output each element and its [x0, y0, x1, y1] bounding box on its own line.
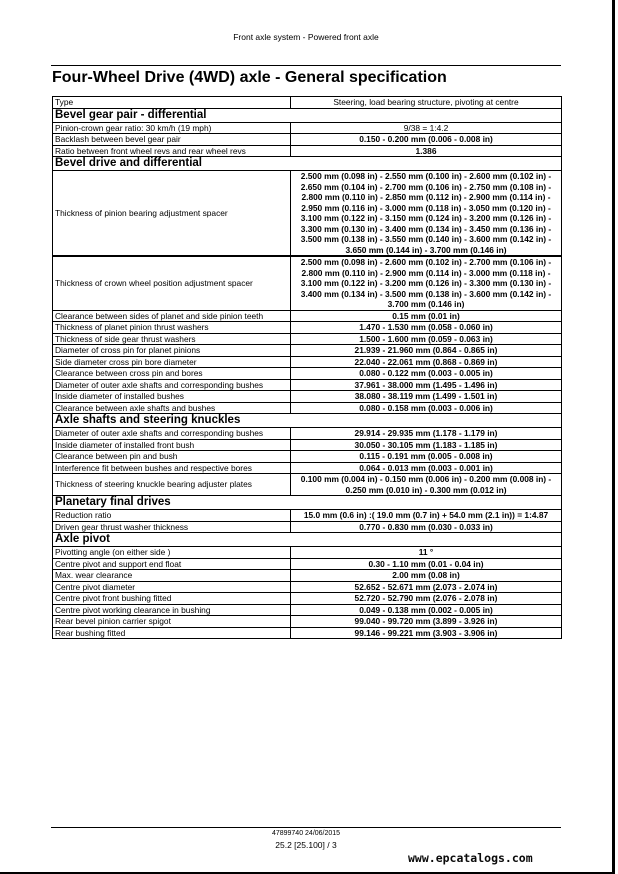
- spec-value: 2.00 mm (0.08 in): [291, 570, 562, 582]
- specification-table: [52, 96, 562, 639]
- spec-label: Diameter of cross pin for planet pinions: [53, 345, 291, 357]
- table-row: [53, 97, 562, 109]
- table-row: [53, 547, 562, 559]
- section-heading-row: [53, 496, 562, 510]
- spec-label: Side diameter cross pin bore diameter: [53, 356, 291, 368]
- page-title: Four-Wheel Drive (4WD) axle - General specification: [52, 69, 447, 86]
- spec-value: 0.30 - 1.10 mm (0.01 - 0.04 in): [291, 558, 562, 570]
- spec-label: Thickness of pinion bearing adjustment spacer: [53, 171, 291, 256]
- table-row: [53, 379, 562, 391]
- table-row: [53, 368, 562, 380]
- section-heading-row: [53, 157, 562, 171]
- spec-value: 1.500 - 1.600 mm (0.059 - 0.063 in): [291, 333, 562, 345]
- section-heading-row: [53, 414, 562, 428]
- table-row: [53, 593, 562, 605]
- section-heading-row: [53, 533, 562, 547]
- table-row: [53, 510, 562, 522]
- spec-label: Thickness of side gear thrust washers: [53, 333, 291, 345]
- spec-label: Backlash between bevel gear pair: [53, 134, 291, 146]
- spec-value: 21.939 - 21.960 mm (0.864 - 0.865 in): [291, 345, 562, 357]
- table-row: [53, 356, 562, 368]
- spec-label: Interference fit between bushes and respective bores: [53, 462, 291, 474]
- header-rule: [51, 65, 561, 66]
- spec-label: Pivotting angle (on either side ): [53, 547, 291, 559]
- spec-value: 2.500 mm (0.098 in) - 2.600 mm (0.102 in) - 2.700 mm (0.106 in) - 2.800 mm (0.110 in) - 2.900 mm (0.114 in) - 3.000 mm (0.118 in) - 3.100 mm (0.122 in) - 3.200 mm (0.126 in) - 3.300 mm (0.130 in) - 3.400 mm (0.134 in) - 3.500 mm (0.138 in) - 3.600 mm (0.142 in) - 3.700 mm (0.146 in): [291, 257, 562, 311]
- spec-value: 99.146 - 99.221 mm (3.903 - 3.906 in): [291, 627, 562, 639]
- table-row: [53, 333, 562, 345]
- spec-value: 37.961 - 38.000 mm (1.495 - 1.496 in): [291, 379, 562, 391]
- spec-label: Max. wear clearance: [53, 570, 291, 582]
- spec-value: 9/38 = 1:4.2: [291, 122, 562, 134]
- spec-value: 15.0 mm (0.6 in) :( 19.0 mm (0.7 in) + 54.0 mm (2.1 in)) = 1:4.87: [291, 510, 562, 522]
- spec-value: 29.914 - 29.935 mm (1.178 - 1.179 in): [291, 428, 562, 440]
- spec-value: 2.500 mm (0.098 in) - 2.550 mm (0.100 in) - 2.600 mm (0.102 in) - 2.650 mm (0.104 in) - 2.700 mm (0.106 in) - 2.750 mm (0.108 in) - 2.800 mm (0.110 in) - 2.850 mm (0.112 in) - 2.900 mm (0.114 in) - 2.950 mm (0.116 in) - 3.000 mm (0.118 in) - 3.050 mm (0.120 in) - 3.100 mm (0.122 in) - 3.150 mm (0.124 in) - 3.200 mm (0.126 in) - 3.300 mm (0.130 in) - 3.400 mm (0.134 in) - 3.450 mm (0.136 in) - 3.500 mm (0.138 in) - 3.550 mm (0.140 in) - 3.600 mm (0.142 in) - 3.650 mm (0.144 in) - 3.700 mm (0.146 in): [291, 171, 562, 256]
- table-row: [53, 474, 562, 496]
- spec-value: 52.720 - 52.790 mm (2.076 - 2.078 in): [291, 593, 562, 605]
- spec-label: Clearance between pin and bush: [53, 451, 291, 463]
- spec-value: 0.100 mm (0.004 in) - 0.150 mm (0.006 in) - 0.200 mm (0.008 in) - 0.250 mm (0.010 in) - 0.300 mm (0.012 in): [291, 474, 562, 496]
- table-row: [53, 581, 562, 593]
- spec-value: 0.115 - 0.191 mm (0.005 - 0.008 in): [291, 451, 562, 463]
- spec-value: 1.470 - 1.530 mm (0.058 - 0.060 in): [291, 322, 562, 334]
- table-row: [53, 257, 562, 311]
- table-row: [53, 402, 562, 414]
- table-row: [53, 521, 562, 533]
- spec-value: 0.150 - 0.200 mm (0.006 - 0.008 in): [291, 134, 562, 146]
- spec-value: 0.080 - 0.158 mm (0.003 - 0.006 in): [291, 402, 562, 414]
- table-row: [53, 122, 562, 134]
- document-reference: 47899740 24/06/2015: [271, 830, 341, 837]
- table-row: [53, 322, 562, 334]
- spec-label: Clearance between axle shafts and bushes: [53, 402, 291, 414]
- table-row: [53, 616, 562, 628]
- spec-value: 0.080 - 0.122 mm (0.003 - 0.005 in): [291, 368, 562, 380]
- running-header: Front axle system - Powered front axle: [233, 32, 379, 42]
- spec-value: 22.040 - 22.061 mm (0.868 - 0.869 in): [291, 356, 562, 368]
- spec-value: 99.040 - 99.720 mm (3.899 - 3.926 in): [291, 616, 562, 628]
- spec-label: Thickness of planet pinion thrust washers: [53, 322, 291, 334]
- table-row: [53, 558, 562, 570]
- section-heading: Axle shafts and steering knuckles: [53, 414, 562, 428]
- spec-label: Inside diameter of installed front bush: [53, 439, 291, 451]
- table-row: [53, 145, 562, 157]
- table-row: [53, 439, 562, 451]
- spec-label: Type: [53, 97, 291, 109]
- section-heading: Planetary final drives: [53, 496, 562, 510]
- table-row: [53, 570, 562, 582]
- spec-label: Thickness of steering knuckle bearing adjuster plates: [53, 474, 291, 496]
- spec-label: Inside diameter of installed bushes: [53, 391, 291, 403]
- table-row: [53, 391, 562, 403]
- spec-value: 52.652 - 52.671 mm (2.073 - 2.074 in): [291, 581, 562, 593]
- table-row: [53, 345, 562, 357]
- footer-rule: [51, 827, 561, 828]
- section-heading: Bevel gear pair - differential: [53, 108, 562, 122]
- table-row: [53, 134, 562, 146]
- table-row: [53, 428, 562, 440]
- spec-label: Driven gear thrust washer thickness: [53, 521, 291, 533]
- table-row: [53, 604, 562, 616]
- spec-label: Ratio between front wheel revs and rear wheel revs: [53, 145, 291, 157]
- spec-value: 30.050 - 30.105 mm (1.183 - 1.185 in): [291, 439, 562, 451]
- section-heading-row: [53, 108, 562, 122]
- section-heading: Bevel drive and differential: [53, 157, 562, 171]
- spec-value: 11 °: [291, 547, 562, 559]
- spec-label: Centre pivot front bushing fitted: [53, 593, 291, 605]
- spec-label: Centre pivot diameter: [53, 581, 291, 593]
- table-row: [53, 627, 562, 639]
- spec-label: Centre pivot working clearance in bushing: [53, 604, 291, 616]
- table-row: [53, 462, 562, 474]
- spec-label: Diameter of outer axle shafts and corresponding bushes: [53, 428, 291, 440]
- spec-label: Reduction ratio: [53, 510, 291, 522]
- spec-label: Centre pivot and support end float: [53, 558, 291, 570]
- spec-label: Clearance between sides of planet and side pinion teeth: [53, 310, 291, 322]
- spec-value: Steering, load bearing structure, pivoting at centre: [291, 97, 562, 109]
- page-number: 25.2 [25.100] / 3: [275, 840, 337, 850]
- spec-value: 0.064 - 0.013 mm (0.003 - 0.001 in): [291, 462, 562, 474]
- table-row: [53, 310, 562, 322]
- table-row: [53, 171, 562, 256]
- spec-value: 0.15 mm (0.01 in): [291, 310, 562, 322]
- spec-label: Rear bevel pinion carrier spigot: [53, 616, 291, 628]
- section-heading: Axle pivot: [53, 533, 562, 547]
- spec-value: 0.770 - 0.830 mm (0.030 - 0.033 in): [291, 521, 562, 533]
- spec-label: Rear bushing fitted: [53, 627, 291, 639]
- spec-label: Clearance between cross pin and bores: [53, 368, 291, 380]
- spec-value: 0.049 - 0.138 mm (0.002 - 0.005 in): [291, 604, 562, 616]
- spec-label: Thickness of crown wheel position adjustment spacer: [53, 257, 291, 311]
- watermark-text: www.epcatalogs.com: [408, 851, 533, 865]
- spec-label: Pinion-crown gear ratio: 30 km/h (19 mph): [53, 122, 291, 134]
- spec-value: 1.386: [291, 145, 562, 157]
- table-row: [53, 451, 562, 463]
- spec-label: Diameter of outer axle shafts and corresponding bushes: [53, 379, 291, 391]
- spec-value: 38.080 - 38.119 mm (1.499 - 1.501 in): [291, 391, 562, 403]
